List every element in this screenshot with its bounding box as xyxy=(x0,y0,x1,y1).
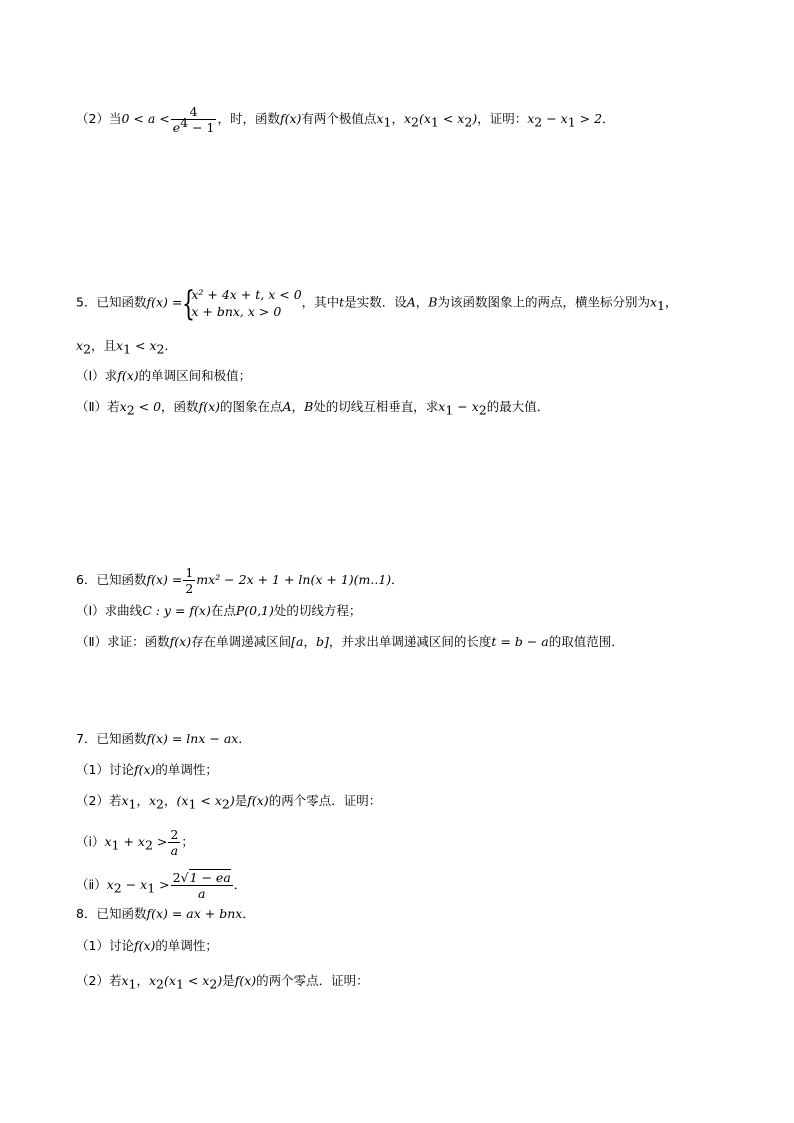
problem-7-statement: 7．已知函数f(x) = lnx − ax． xyxy=(76,731,251,746)
radical-sign: √ xyxy=(180,870,189,885)
fraction: $\frac{2}{a}$ xyxy=(170,827,179,858)
fraction: $\frac{2√1 - ea}{a}$ xyxy=(172,870,231,901)
problem-6-part-2: （Ⅱ）求证：函数f(x)存在单调递减区间[a，b]，并求出单调递减区间的长度t = b − a的取值范围． xyxy=(76,634,624,649)
problem-7-part-2: （2）若$x_1$，$x_2$，$(x_1 < x_2)$是f(x)的两个零点．证明： xyxy=(76,793,382,812)
fraction: $\frac{4}{e^4 - 1}$ xyxy=(172,104,215,135)
fraction: $\frac{1}{2}$ xyxy=(185,565,194,596)
problem-5-part-2: （Ⅱ）若$x_2 < 0$，函数f(x)的图象在点A，B处的切线互相垂直，求$x_1 - x_2$的最大值． xyxy=(76,399,550,418)
problem-5-part-1: （Ⅰ）求f(x)的单调区间和极值； xyxy=(76,368,252,383)
problem-5-line-2: $x_2$，且$x_1 < x_2$． xyxy=(76,338,177,357)
problem-7-part-1: （1）讨论f(x)的单调性； xyxy=(76,762,218,777)
math-inequality: 0 < a < xyxy=(121,111,170,126)
problem-6-statement: 6．已知函数f(x) = $\frac{1}{2}$ mx² − 2x + 1 + ln(x + 1)(m..1)． xyxy=(76,565,404,596)
problem-6-part-1: （Ⅰ）求曲线C : y = f(x)在点P(0,1)处的切线方程； xyxy=(76,603,362,618)
problem-5-statement: 5．已知函数f(x) = { x² + 4x + t, x < 0 x + bnx, x > 0 ，其中t是实数．设A，B为该函数图象上的两点，横坐标分别为$x_1$， xyxy=(76,284,678,324)
problem-7-subpart-ii: $(ⅱ)x_2 - x_1$ > $\frac{2√1 - ea}{a}$ ． xyxy=(76,870,247,901)
problem-8-part-1: （1）讨论f(x)的单调性； xyxy=(76,938,218,953)
problem-8-statement: 8．已知函数f(x) = ax + bnx． xyxy=(76,906,255,921)
problem-8-part-2: （2）若$x_1$，$x_2(x_1 < x_2)$是f(x)的两个零点．证明： xyxy=(76,973,369,992)
piecewise-function: { x² + 4x + t, x < 0 x + bnx, x > 0 xyxy=(182,284,302,324)
problem-4-part-2: （2）当0 < a < $\frac{4}{e^4 - 1}$ ，时，函数f(x)有两个极值点$x_1$，$x_2(x_1 < x_2)$，证明：$x_2 - x_1 > 2$． xyxy=(76,104,615,135)
problem-7-subpart-i: $(ⅰ)x_1 + x_2$ > $\frac{2}{a}$ ； xyxy=(76,827,194,858)
